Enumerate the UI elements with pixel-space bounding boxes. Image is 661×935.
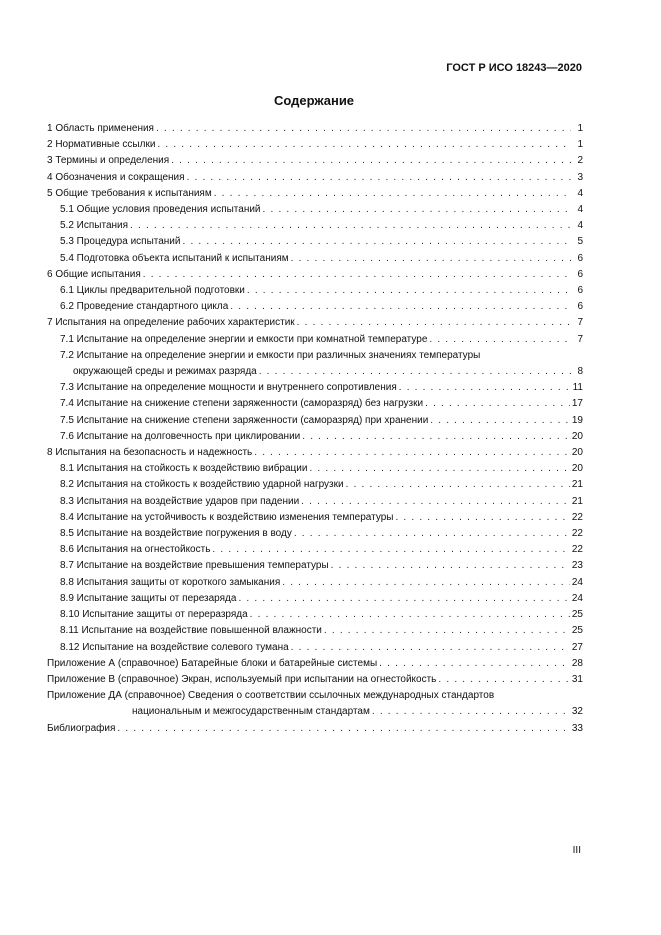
dot-leader [379, 656, 570, 672]
dot-leader [430, 413, 570, 429]
table-of-contents [47, 121, 583, 737]
dot-leader [250, 607, 570, 623]
toc-entry-page: 20 [571, 447, 583, 459]
toc-entry[interactable] [47, 461, 583, 477]
toc-entry[interactable] [47, 396, 583, 412]
toc-entry-page: 3 [577, 171, 583, 183]
toc-entry[interactable] [47, 218, 583, 234]
toc-entry[interactable] [47, 526, 583, 542]
toc-entry-page: 20 [571, 463, 583, 475]
toc-entry[interactable] [47, 510, 583, 526]
toc-entry-label: 7.1 Испытание на определение энергии и емкости при комнатной температуре [60, 333, 428, 345]
toc-entry-label: 8.12 Испытание на воздействие солевого тумана [60, 641, 289, 653]
toc-entry-page: 2 [577, 155, 583, 167]
toc-entry-label: 7.4 Испытание на снижение степени заряженности (саморазряд) без нагрузки [60, 398, 424, 410]
toc-entry-label: 8.10 Испытание защиты от переразряда [60, 609, 248, 621]
toc-entry-label: 7.6 Испытание на долговечность при циклировании [60, 430, 301, 442]
toc-entry-label: 8.5 Испытание на воздействие погружения в воду [60, 528, 292, 540]
toc-entry-label-cont: окружающей среды и режимах разряда [73, 366, 257, 378]
dot-leader [291, 640, 570, 656]
dot-leader [302, 429, 570, 445]
dot-leader [301, 494, 570, 510]
dot-leader [331, 558, 570, 574]
dot-leader [297, 315, 571, 331]
toc-entry-label: 8.7 Испытание на воздействие превышения температуры [60, 560, 329, 572]
toc-entry-page: 17 [571, 398, 583, 410]
dot-leader [238, 591, 569, 607]
toc-entry[interactable] [47, 315, 583, 331]
toc-entry[interactable] [47, 413, 583, 429]
toc-entry-page: 5 [577, 236, 583, 248]
dot-leader [399, 380, 571, 396]
toc-entry-label: 5.1 Общие условия проведения испытаний [60, 204, 261, 216]
toc-entry-label: 6 Общие испытания [47, 268, 141, 280]
toc-entry[interactable] [47, 640, 583, 656]
dot-leader [171, 153, 571, 169]
toc-entry-page: 28 [571, 657, 583, 669]
toc-entry-label: 8.9 Испытание защиты от перезаряда [60, 592, 237, 604]
toc-entry-page: 33 [571, 722, 583, 734]
dot-leader [187, 170, 571, 186]
toc-entry-page: 1 [577, 139, 583, 151]
toc-entry-page: 6 [577, 301, 583, 313]
toc-entry-label: Приложение А (справочное) Батарейные блоки и батарейные системы [47, 657, 378, 669]
toc-entry[interactable] [47, 170, 583, 186]
toc-entry-page: 7 [577, 317, 583, 329]
toc-entry[interactable] [47, 591, 583, 607]
toc-entry-label: 8.3 Испытания на воздействие ударов при падении [60, 495, 300, 507]
toc-entry[interactable] [47, 445, 583, 461]
toc-entry-page: 25 [571, 625, 583, 637]
toc-entry[interactable] [47, 283, 583, 299]
dot-leader [429, 332, 571, 348]
page-number: III [572, 845, 581, 856]
dot-leader [372, 704, 570, 720]
toc-entry-page: 6 [577, 285, 583, 297]
dot-leader [143, 267, 571, 283]
dot-leader [157, 137, 571, 153]
dot-leader [294, 526, 570, 542]
toc-entry-page: 6 [577, 252, 583, 264]
toc-entry-page: 22 [571, 528, 583, 540]
toc-entry-label: 5.2 Испытания [60, 220, 129, 232]
toc-entry-label: 8.4 Испытание на устойчивость к воздействию изменения температуры [60, 511, 394, 523]
toc-entry-page: 25 [571, 609, 583, 621]
toc-entry-label: 5.4 Подготовка объекта испытаний к испытаниям [60, 252, 289, 264]
toc-entry-label: 5 Общие требования к испытаниям [47, 187, 212, 199]
toc-entry[interactable] [47, 429, 583, 445]
toc-entry-page: 21 [571, 495, 583, 507]
toc-entry-page: 20 [571, 430, 583, 442]
dot-leader [291, 251, 571, 267]
toc-title: Содержание [273, 93, 355, 108]
dot-leader [214, 186, 571, 202]
toc-entry-page: 11 [572, 382, 583, 394]
toc-entry-page: 8 [577, 366, 583, 378]
dot-leader [230, 299, 571, 315]
toc-entry[interactable] [47, 121, 583, 137]
toc-entry-page: 7 [577, 333, 583, 345]
dot-leader [254, 445, 570, 461]
dot-leader [425, 396, 570, 412]
toc-entry-label-cont: национальным и межгосударственным стандартам [132, 706, 370, 718]
toc-entry[interactable] [47, 299, 583, 315]
toc-entry[interactable] [47, 202, 583, 218]
toc-entry-page: 4 [577, 187, 583, 199]
toc-entry-page: 22 [571, 544, 583, 556]
toc-entry-page: 6 [577, 268, 583, 280]
toc-entry-page: 1 [577, 123, 583, 134]
toc-entry-page: 32 [571, 706, 583, 718]
toc-entry-label: 8.6 Испытания на огнестойкость [60, 544, 211, 556]
toc-entry-page: 27 [571, 641, 583, 653]
dot-leader [259, 364, 571, 380]
dot-leader [117, 721, 569, 737]
dot-leader [395, 510, 569, 526]
toc-entry-label: Приложение ДА (справочное) Сведения о соответствии ссылочных международных стандартов [47, 690, 495, 702]
toc-entry[interactable] [47, 267, 583, 283]
toc-entry-page: 21 [571, 479, 583, 491]
dot-leader [130, 218, 571, 234]
dot-leader [324, 623, 570, 639]
toc-entry-label: 4 Обозначения и сокращения [47, 171, 185, 183]
toc-entry-label: 8.8 Испытания защиты от короткого замыкания [60, 576, 281, 588]
toc-entry-label: 1 Область применения [47, 123, 154, 134]
toc-entry[interactable] [47, 380, 583, 396]
toc-entry-label: 5.3 Процедура испытаний [60, 236, 181, 248]
dot-leader [346, 477, 570, 493]
toc-entry-page: 23 [571, 560, 583, 572]
toc-entry-label: 7.5 Испытание на снижение степени заряженности (саморазряд) при хранении [60, 414, 429, 426]
toc-entry-page: 4 [577, 220, 583, 232]
toc-entry-page: 24 [571, 576, 583, 588]
toc-entry-page: 4 [577, 204, 583, 216]
toc-entry[interactable] [47, 575, 583, 591]
dot-leader [247, 283, 571, 299]
toc-entry[interactable] [47, 542, 583, 558]
dot-leader [282, 575, 570, 591]
toc-entry[interactable] [47, 607, 583, 623]
toc-entry[interactable] [47, 477, 583, 493]
toc-entry-label: Приложение В (справочное) Экран, используемый при испытании на огнестойкость [47, 673, 437, 685]
toc-entry[interactable] [47, 494, 583, 510]
toc-entry-page: 19 [571, 414, 583, 426]
toc-entry-label: 8.11 Испытание на воздействие повышенной влажности [60, 625, 322, 637]
dot-leader [156, 121, 571, 137]
toc-entry-page: 24 [571, 592, 583, 604]
toc-entry[interactable] [47, 153, 583, 169]
toc-entry-label: 7.3 Испытание на определение мощности и внутреннего сопротивления [60, 382, 397, 394]
dot-leader [182, 234, 571, 250]
toc-entry[interactable] [47, 623, 583, 639]
document-code: ГОСТ Р ИСО 18243—2020 [446, 62, 582, 74]
dot-leader [263, 202, 571, 218]
toc-entry[interactable] [47, 348, 583, 380]
toc-entry-label: 8 Испытания на безопасность и надежность [47, 447, 253, 459]
toc-entry-label: 6.2 Проведение стандартного цикла [60, 301, 229, 313]
toc-entry[interactable] [47, 137, 583, 153]
toc-entry[interactable] [47, 688, 583, 720]
toc-entry[interactable] [47, 672, 583, 688]
toc-entry[interactable] [47, 558, 583, 574]
dot-leader [309, 461, 569, 477]
toc-entry[interactable] [47, 721, 583, 737]
toc-entry-label: 7.2 Испытание на определение энергии и емкости при различных значениях температуры [60, 349, 481, 361]
toc-entry-label: 6.1 Циклы предварительной подготовки [60, 285, 245, 297]
toc-entry[interactable] [47, 251, 583, 267]
dot-leader [212, 542, 569, 558]
toc-entry[interactable] [47, 186, 583, 202]
toc-entry[interactable] [47, 656, 583, 672]
toc-entry-label: Библиография [47, 722, 116, 734]
toc-entry[interactable] [47, 332, 583, 348]
toc-entry-label: 7 Испытания на определение рабочих характеристик [47, 317, 295, 329]
toc-entry-label: 2 Нормативные ссылки [47, 139, 156, 151]
toc-entry[interactable] [47, 234, 583, 250]
dot-leader [438, 672, 569, 688]
toc-entry-page: 22 [571, 511, 583, 523]
toc-entry-label: 8.1 Испытания на стойкость к воздействию вибрации [60, 463, 308, 475]
toc-entry-page: 31 [571, 673, 583, 685]
toc-entry-label: 3 Термины и определения [47, 155, 170, 167]
toc-entry-label: 8.2 Испытания на стойкость к воздействию ударной нагрузки [60, 479, 344, 491]
